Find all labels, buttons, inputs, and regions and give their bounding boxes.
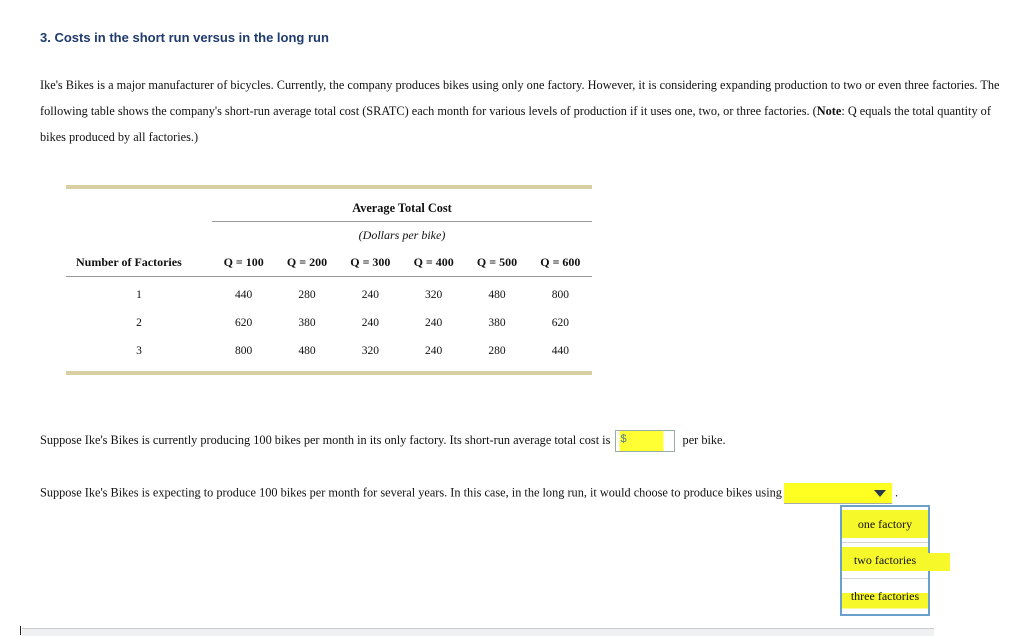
cost-cell: 280 xyxy=(488,344,506,357)
intro-paragraph xyxy=(40,72,1018,150)
question-1 xyxy=(40,430,726,452)
cost-cell: 800 xyxy=(551,288,569,301)
question-1-text: Suppose Ike's Bikes is currently producing 100 bikes per month in its only factory. Its short-run average total cost is xyxy=(40,432,611,447)
option-three-factories[interactable]: three factories xyxy=(842,579,928,614)
factories-cell: 3 xyxy=(136,344,142,357)
col-header: Q = 100 xyxy=(212,250,275,277)
table-row xyxy=(66,337,592,365)
cost-cell: 240 xyxy=(361,316,379,329)
intro-text-2: : Q equals the total quantity of bikes produced by all factories.) xyxy=(40,104,991,144)
chevron-down-icon[interactable] xyxy=(874,490,886,497)
cost-cell: 320 xyxy=(361,344,379,357)
option-two-factories[interactable]: two factories xyxy=(842,543,928,579)
question-1-suffix: per bike. xyxy=(682,432,726,447)
dollar-sign: $ xyxy=(620,433,627,445)
cost-cell: 620 xyxy=(235,316,253,329)
atc-table xyxy=(66,189,592,365)
cost-cell: 320 xyxy=(425,288,443,301)
col-header: Q = 600 xyxy=(529,250,592,277)
table-bottom-rule xyxy=(66,371,592,375)
cost-cell: 800 xyxy=(235,344,253,357)
sratc-answer-box[interactable] xyxy=(615,430,675,452)
factories-cell: 2 xyxy=(136,316,142,329)
col-header: Q = 400 xyxy=(402,250,465,277)
table-row xyxy=(66,309,592,337)
col-header: Q = 300 xyxy=(339,250,402,277)
text-cursor xyxy=(20,626,21,635)
question-2-text: Suppose Ike's Bikes is expecting to produce 100 bikes per month for several years. In this case, in the long run, it would choose to produce bikes using xyxy=(40,485,782,500)
factory-dropdown-list xyxy=(840,505,930,616)
row-header: Number of Factories xyxy=(66,250,212,277)
question-2-suffix: . xyxy=(895,485,899,500)
cost-cell: 440 xyxy=(235,288,253,301)
option-one-factory[interactable]: one factory xyxy=(842,507,928,543)
factories-cell: 1 xyxy=(136,288,142,301)
cost-cell: 480 xyxy=(488,288,506,301)
cost-cell: 620 xyxy=(551,316,569,329)
cost-cell: 240 xyxy=(361,288,379,301)
section-heading: 3. Costs in the short run versus in the long run xyxy=(40,30,329,45)
group-title: Average Total Cost xyxy=(352,200,452,215)
group-subtitle: (Dollars per bike) xyxy=(212,222,592,250)
cost-cell: 380 xyxy=(488,316,506,329)
highlight-mark xyxy=(920,553,950,571)
intro-text-1: Ike's Bikes is a major manufacturer of bicycles. Currently, the company produces bikes using only one factory. However, it is considering expanding production to two or even three factories. The following table shows the company's short-run average total cost (SRATC) each month for various levels of production if it uses one, two, or three factories. ( xyxy=(40,78,1000,118)
cost-cell: 280 xyxy=(298,288,316,301)
cost-table xyxy=(66,185,592,375)
cost-cell: 380 xyxy=(298,316,316,329)
factory-select[interactable] xyxy=(784,483,892,504)
sratc-input[interactable] xyxy=(630,432,674,450)
cost-cell: 440 xyxy=(551,344,569,357)
cost-cell: 480 xyxy=(298,344,316,357)
col-header: Q = 200 xyxy=(275,250,338,277)
table-row xyxy=(66,276,592,309)
note-label: Note xyxy=(816,104,842,118)
cost-cell: 240 xyxy=(425,316,443,329)
question-2 xyxy=(40,483,898,504)
col-header: Q = 500 xyxy=(465,250,528,277)
cost-cell: 240 xyxy=(425,344,443,357)
